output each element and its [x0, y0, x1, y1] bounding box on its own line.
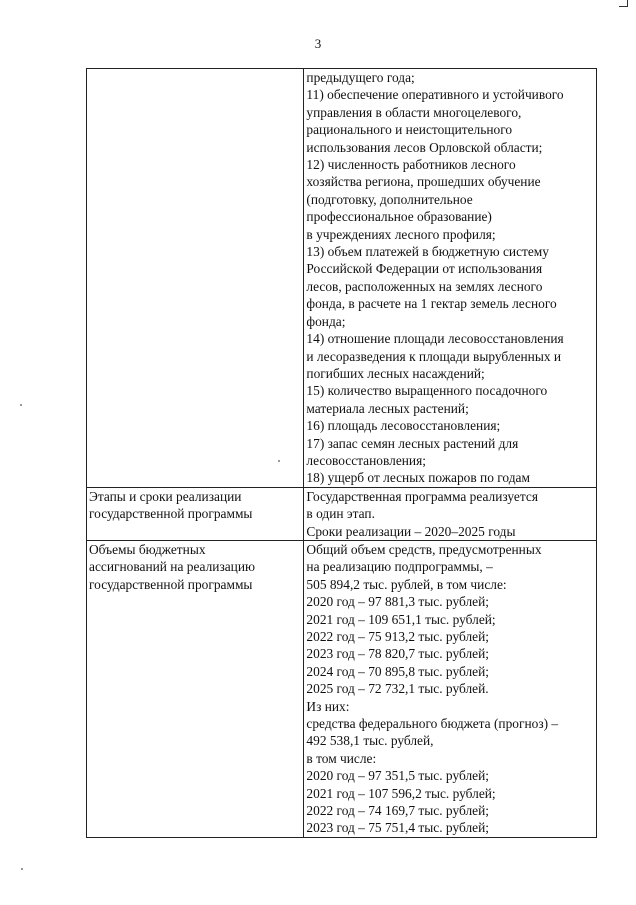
text-line: 11) обеспечение оперативного и устойчивого — [306, 87, 564, 103]
text-line: государственной программы — [89, 506, 253, 522]
text-line: 2025 год – 72 732,1 тыс. рублей. — [306, 681, 489, 697]
text-line: 16) площадь лесовосстановления; — [306, 418, 501, 434]
label-cell-empty — [87, 69, 304, 488]
text-line: 2020 год – 97 351,5 тыс. рублей; — [306, 768, 489, 784]
text-line: материала лесных растений; — [306, 400, 469, 416]
text-line: Из них: — [306, 698, 350, 714]
text-line: в учреждениях лесного профиля; — [306, 226, 496, 242]
text-line: 2022 год – 74 169,7 тыс. рублей; — [306, 803, 489, 819]
text-line: 17) запас семян лесных растений для — [306, 435, 519, 451]
text-line: рационального и неистощительного — [306, 122, 513, 138]
text-line: и лесоразведения к площади вырубленных и — [306, 348, 562, 364]
stages-value-cell — [304, 487, 597, 540]
text-line: государственной программы — [89, 576, 253, 592]
scan-speck — [21, 868, 23, 870]
text-line: 492 538,1 тыс. рублей, — [306, 733, 434, 749]
text-line: 15) количество выращенного посадочного — [306, 383, 548, 399]
text-line: управления в области многоцелевого, — [306, 104, 522, 120]
text-line: погибших лесных насаждений; — [306, 365, 485, 381]
text-line: средства федерального бюджета (прогноз) – — [306, 716, 559, 732]
text-line: 14) отношение площади лесовосстановления — [306, 331, 564, 347]
table-row-indicators — [87, 69, 597, 488]
text-line: фонда; — [306, 313, 346, 329]
text-line: (подготовку, дополнительное — [306, 191, 473, 207]
text-line: Общий объем средств, предусмотренных — [306, 541, 542, 557]
text-line: в том числе: — [306, 750, 377, 766]
program-passport-table — [86, 68, 597, 838]
text-line: использования лесов Орловской области; — [306, 139, 543, 155]
stages-label-cell — [87, 487, 304, 540]
text-line: 2021 год – 109 651,1 тыс. рублей; — [306, 611, 496, 627]
text-line: фонда, в расчете на 1 гектар земель лесного — [306, 296, 557, 312]
table-row-budget — [87, 540, 597, 837]
indicators-value-cell — [304, 69, 597, 488]
page-number: 3 — [314, 36, 322, 51]
scan-corner-mark — [619, 0, 628, 7]
text-line: Этапы и сроки реализации — [89, 488, 242, 504]
budget-label-cell — [87, 540, 304, 837]
text-line: на реализацию подпрограммы, – — [306, 559, 493, 575]
text-line: Объемы бюджетных — [89, 541, 206, 557]
text-line: 2024 год – 70 895,8 тыс. рублей; — [306, 663, 489, 679]
text-line: ассигнований на реализацию — [89, 559, 256, 575]
table-row-stages — [87, 487, 597, 540]
text-line: 18) ущерб от лесных пожаров по годам — [306, 470, 530, 486]
text-line: Государственная программа реализуется — [306, 488, 538, 504]
text-line: в один этап. — [306, 506, 375, 522]
budget-value-cell — [304, 540, 597, 837]
text-line: профессиональное образование) — [306, 209, 492, 225]
text-line: Российской Федерации от использования — [306, 261, 543, 277]
text-line: 12) численность работников лесного — [306, 157, 516, 173]
text-line: 2022 год – 75 913,2 тыс. рублей; — [306, 629, 489, 644]
text-line: 13) объем платежей в бюджетную систему — [306, 244, 549, 260]
text-line: 2021 год – 107 596,2 тыс. рублей; — [306, 785, 496, 801]
text-line: Сроки реализации – 2020–2025 годы — [306, 523, 516, 539]
text-line: лесовосстановления; — [306, 452, 426, 468]
text-line: 2020 год – 97 881,3 тыс. рублей; — [306, 594, 489, 610]
text-line: 505 894,2 тыс. рублей, в том числе: — [306, 576, 507, 592]
text-line: хозяйства региона, прошедших обучение — [306, 174, 541, 190]
text-line: лесов, расположенных на землях лесного — [306, 278, 543, 294]
scan-speck — [20, 404, 22, 406]
text-line: 2023 год – 78 820,7 тыс. рублей; — [306, 646, 489, 662]
text-line: 2023 год – 75 751,4 тыс. рублей; — [306, 820, 489, 836]
text-line: предыдущего года; — [306, 70, 415, 85]
